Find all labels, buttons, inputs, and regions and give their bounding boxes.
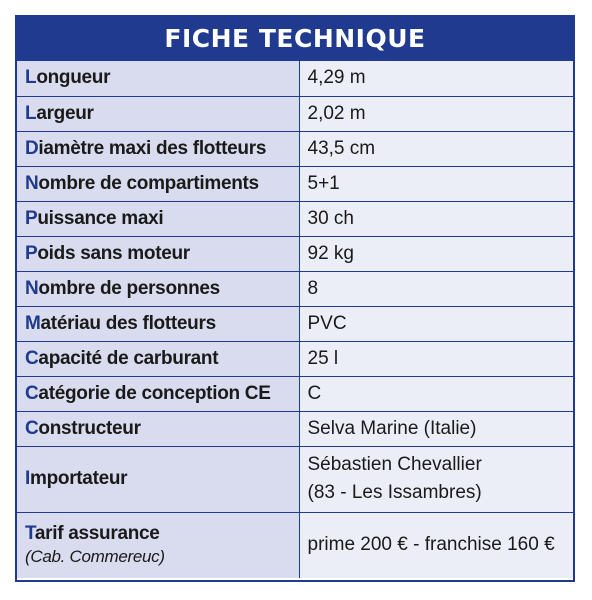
spec-table [17, 61, 573, 578]
spec-value [299, 446, 573, 512]
table-row [17, 411, 573, 446]
sheet-title: FICHE TECHNIQUE [17, 17, 573, 61]
label-initial: N [25, 277, 39, 299]
label-initial: P [25, 242, 38, 264]
label-initial: L [25, 67, 37, 89]
label-initial: C [25, 382, 39, 404]
table-row [17, 271, 573, 306]
spec-value: Selva Marine (Italie) [299, 411, 573, 446]
spec-label [17, 166, 299, 201]
label-rest: argeur [36, 102, 94, 124]
table-row [17, 376, 573, 411]
label-rest: apacité de carburant [38, 347, 219, 369]
spec-label [17, 446, 299, 512]
label-initial: L [25, 102, 37, 124]
spec-value: C [299, 376, 573, 411]
spec-label [17, 61, 299, 96]
label-initial: D [25, 137, 39, 159]
spec-value: 43,5 cm [299, 131, 573, 166]
table-row [17, 236, 573, 271]
table-row [17, 61, 573, 96]
spec-label [17, 411, 299, 446]
table-row [17, 341, 573, 376]
label-initial: I [25, 468, 30, 489]
label-initial: P [25, 207, 38, 229]
label-initial: C [25, 347, 39, 369]
table-row [17, 131, 573, 166]
tech-spec-sheet [15, 15, 575, 582]
label-rest: atégorie de conception CE [38, 382, 271, 404]
spec-value: 4,29 m [299, 61, 573, 96]
label-rest: ombre de personnes [38, 277, 220, 299]
spec-table-body [17, 61, 573, 578]
spec-label [17, 201, 299, 236]
spec-value: prime 200 € - franchise 160 € [299, 512, 573, 578]
spec-label [17, 376, 299, 411]
label-rest: onstructeur [38, 417, 141, 439]
label-initial: M [25, 312, 41, 334]
label-rest: iamètre maxi des flotteurs [38, 137, 267, 159]
label-rest: arif assurance [34, 523, 160, 545]
spec-label [17, 512, 299, 578]
label-initial: T [25, 523, 35, 545]
spec-label [17, 306, 299, 341]
spec-label [17, 341, 299, 376]
label-initial: C [25, 417, 39, 439]
spec-value: 8 [299, 271, 573, 306]
spec-value: 2,02 m [299, 96, 573, 131]
label-rest: ongueur [36, 67, 111, 89]
insurance-broker: (Cab. Commereuc) [25, 547, 165, 567]
importer-name: Sébastien Chevallier [307, 454, 482, 475]
table-row [17, 96, 573, 131]
importer-location: (83 - Les Issambres) [307, 482, 482, 503]
label-rest: mportateur [29, 468, 128, 489]
label-rest: oids sans moteur [37, 242, 190, 264]
spec-value: 25 l [299, 341, 573, 376]
table-row [17, 306, 573, 341]
table-row-insurance [17, 512, 573, 578]
table-row-importer [17, 446, 573, 512]
spec-value: 30 ch [299, 201, 573, 236]
spec-label [17, 96, 299, 131]
table-row [17, 201, 573, 236]
spec-value: 5+1 [299, 166, 573, 201]
label-rest: atériau des flotteurs [40, 312, 216, 334]
spec-value: 92 kg [299, 236, 573, 271]
label-rest: uissance maxi [37, 207, 164, 229]
spec-label [17, 236, 299, 271]
label-initial: N [25, 172, 39, 194]
table-row [17, 166, 573, 201]
spec-label [17, 131, 299, 166]
spec-label [17, 271, 299, 306]
spec-value: PVC [299, 306, 573, 341]
label-rest: ombre de compartiments [38, 172, 259, 194]
